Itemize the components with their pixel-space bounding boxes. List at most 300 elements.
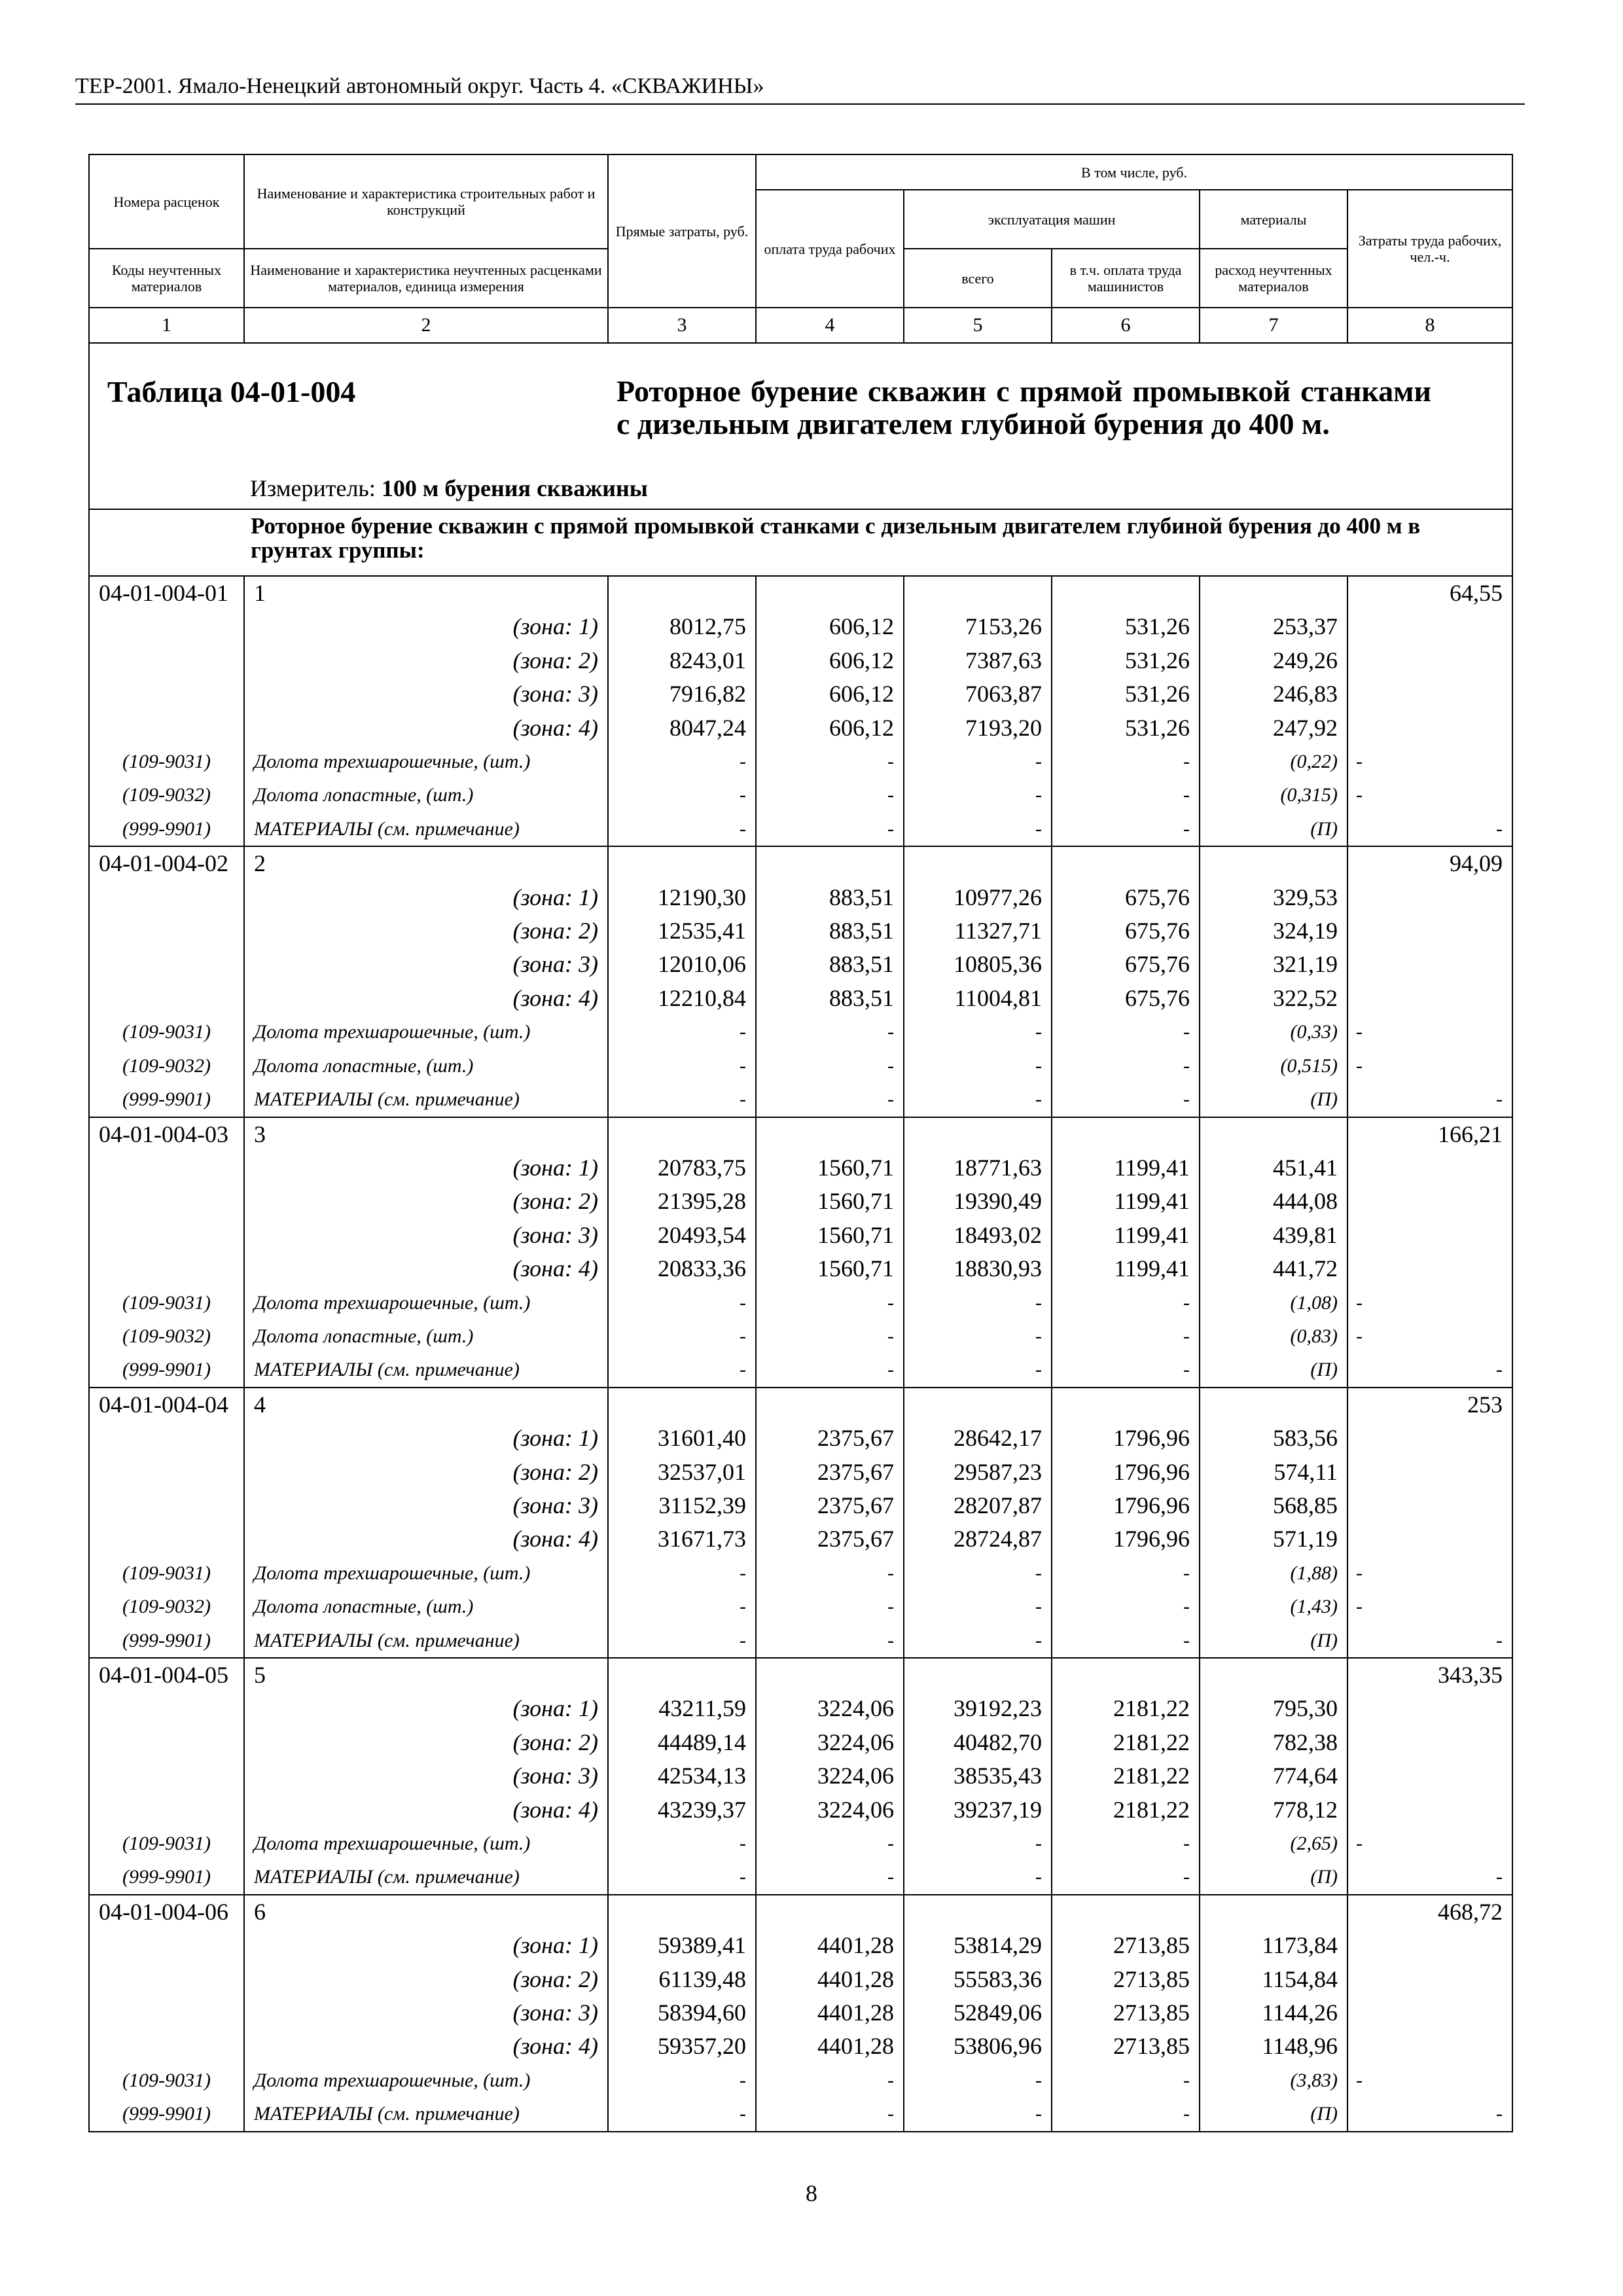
wage-cost: 2375,67 — [756, 1522, 904, 1556]
direct-cost: 31601,40 — [608, 1422, 756, 1455]
zone-label: (зона: 3) — [244, 1489, 608, 1522]
rate-code: 04-01-004-06 — [89, 1895, 244, 1929]
material-code: (109-9031) — [89, 1556, 244, 1590]
empty-cell — [89, 1522, 244, 1556]
material-qty: (2,65) — [1200, 1827, 1347, 1860]
material-code: (109-9031) — [89, 745, 244, 778]
zone-label: (зона: 3) — [244, 1219, 608, 1252]
header-work-name: Наименование и характеристика строительных работ и конструкций — [244, 154, 608, 249]
material-labor: - — [1347, 1015, 1512, 1049]
dash-cell: - — [608, 778, 756, 812]
direct-cost: 21395,28 — [608, 1185, 756, 1218]
dash-cell: - — [1052, 1286, 1200, 1319]
machinist-wage: 2713,85 — [1052, 2030, 1200, 2063]
dash-cell: - — [608, 1590, 756, 1623]
machinist-wage: 1796,96 — [1052, 1456, 1200, 1489]
wage-cost: 2375,67 — [756, 1489, 904, 1522]
rate-labor-cost: 64,55 — [1347, 576, 1512, 610]
machinist-wage: 1199,41 — [1052, 1185, 1200, 1218]
empty-cell — [1347, 610, 1512, 643]
material-qty: (1,08) — [1200, 1286, 1347, 1319]
dash-cell: - — [904, 812, 1052, 846]
dash-cell: - — [1052, 1624, 1200, 1658]
empty-cell — [1052, 846, 1200, 880]
wage-cost: 4401,28 — [756, 1929, 904, 1962]
rate-row — [89, 576, 1512, 610]
direct-cost: 12210,84 — [608, 982, 756, 1015]
empty-cell — [89, 1252, 244, 1285]
rate-labor-cost: 343,35 — [1347, 1658, 1512, 1692]
empty-cell — [1347, 948, 1512, 981]
empty-cell — [1347, 1422, 1512, 1455]
empty-cell — [1347, 1151, 1512, 1185]
material-name: МАТЕРИАЛЫ (см. примечание) — [244, 812, 608, 846]
zone-row — [89, 1151, 1512, 1185]
header-row-1 — [89, 154, 1512, 190]
empty-cell — [89, 1489, 244, 1522]
zone-row — [89, 711, 1512, 745]
dash-cell: - — [756, 1556, 904, 1590]
material-row — [89, 1860, 1512, 1894]
zone-label: (зона: 3) — [244, 948, 608, 981]
empty-cell — [608, 1388, 756, 1422]
empty-cell — [1347, 914, 1512, 948]
material-labor: - — [1347, 1624, 1512, 1658]
machine-cost: 29587,23 — [904, 1456, 1052, 1489]
material-cost: 321,19 — [1200, 948, 1347, 981]
material-code: (109-9032) — [89, 1049, 244, 1083]
material-qty: (1,88) — [1200, 1556, 1347, 1590]
dash-cell: - — [1052, 1827, 1200, 1860]
zone-row — [89, 1759, 1512, 1793]
zone-row — [89, 1252, 1512, 1285]
material-cost: 1173,84 — [1200, 1929, 1347, 1962]
material-labor: - — [1347, 778, 1512, 812]
dash-cell: - — [756, 1049, 904, 1083]
dash-cell: - — [904, 1319, 1052, 1353]
rate-labor-cost: 94,09 — [1347, 846, 1512, 880]
header-rate-number: Номера расценок — [89, 154, 244, 249]
material-code: (999-9901) — [89, 1353, 244, 1387]
material-cost: 568,85 — [1200, 1489, 1347, 1522]
wage-cost: 2375,67 — [756, 1422, 904, 1455]
material-code: (109-9032) — [89, 1590, 244, 1623]
rate-soil-group: 1 — [244, 576, 608, 610]
machinist-wage: 675,76 — [1052, 948, 1200, 981]
wage-cost: 3224,06 — [756, 1793, 904, 1827]
zone-row — [89, 1996, 1512, 2030]
column-number-row — [89, 308, 1512, 343]
material-row — [89, 1083, 1512, 1117]
material-name: МАТЕРИАЛЫ (см. примечание) — [244, 1083, 608, 1117]
wage-cost: 4401,28 — [756, 1963, 904, 1996]
empty-cell — [608, 576, 756, 610]
material-qty: (0,315) — [1200, 778, 1347, 812]
rate-code: 04-01-004-03 — [89, 1117, 244, 1151]
empty-cell — [1347, 1456, 1512, 1489]
zone-label: (зона: 3) — [244, 1996, 608, 2030]
wage-cost: 883,51 — [756, 881, 904, 914]
dash-cell: - — [756, 778, 904, 812]
dash-cell: - — [608, 1286, 756, 1319]
direct-cost: 20833,36 — [608, 1252, 756, 1285]
header-material-usage: расход неучтенных материалов — [1200, 249, 1347, 308]
machinist-wage: 2181,22 — [1052, 1726, 1200, 1759]
dash-cell: - — [608, 1556, 756, 1590]
machinist-wage: 2713,85 — [1052, 1929, 1200, 1962]
machine-cost: 10977,26 — [904, 881, 1052, 914]
dash-cell: - — [608, 2064, 756, 2097]
wage-cost: 1560,71 — [756, 1219, 904, 1252]
wage-cost: 1560,71 — [756, 1151, 904, 1185]
machinist-wage: 2181,22 — [1052, 1759, 1200, 1793]
empty-cell — [1347, 644, 1512, 677]
material-code: (109-9031) — [89, 1015, 244, 1049]
zone-label: (зона: 2) — [244, 1963, 608, 1996]
wage-cost: 2375,67 — [756, 1456, 904, 1489]
material-code: (999-9901) — [89, 812, 244, 846]
machinist-wage: 675,76 — [1052, 914, 1200, 948]
zone-label: (зона: 2) — [244, 644, 608, 677]
direct-cost: 12010,06 — [608, 948, 756, 981]
empty-cell — [89, 677, 244, 711]
machine-cost: 40482,70 — [904, 1726, 1052, 1759]
dash-cell: - — [608, 812, 756, 846]
material-code: (109-9031) — [89, 1827, 244, 1860]
material-labor: - — [1347, 745, 1512, 778]
empty-cell — [608, 1895, 756, 1929]
dash-cell: - — [1052, 745, 1200, 778]
machinist-wage: 531,26 — [1052, 677, 1200, 711]
material-row — [89, 1286, 1512, 1319]
zone-row — [89, 1422, 1512, 1455]
dash-cell: - — [1052, 812, 1200, 846]
zone-row — [89, 1929, 1512, 1962]
table-title-block — [89, 343, 1512, 509]
material-qty: (П) — [1200, 1860, 1347, 1894]
empty-cell — [904, 576, 1052, 610]
empty-cell — [89, 610, 244, 643]
empty-cell — [1347, 1185, 1512, 1218]
column-number: 7 — [1200, 308, 1347, 343]
machine-cost: 7153,26 — [904, 610, 1052, 643]
empty-cell — [89, 1793, 244, 1827]
dash-cell: - — [608, 1015, 756, 1049]
material-labor: - — [1347, 1286, 1512, 1319]
dash-cell: - — [608, 745, 756, 778]
material-labor: - — [1347, 1556, 1512, 1590]
material-labor: - — [1347, 2097, 1512, 2131]
empty-cell — [1347, 711, 1512, 745]
material-name: Долота трехшарошечные, (шт.) — [244, 745, 608, 778]
material-name: МАТЕРИАЛЫ (см. примечание) — [244, 1624, 608, 1658]
material-cost: 574,11 — [1200, 1456, 1347, 1489]
empty-cell — [1052, 1117, 1200, 1151]
material-name: Долота трехшарошечные, (шт.) — [244, 1286, 608, 1319]
machine-cost: 18830,93 — [904, 1252, 1052, 1285]
dash-cell: - — [608, 1860, 756, 1894]
empty-cell — [904, 846, 1052, 880]
material-cost: 439,81 — [1200, 1219, 1347, 1252]
empty-cell — [1200, 1388, 1347, 1422]
material-code: (109-9031) — [89, 2064, 244, 2097]
material-labor: - — [1347, 812, 1512, 846]
dash-cell: - — [904, 1353, 1052, 1387]
empty-cell — [1347, 982, 1512, 1015]
wage-cost: 606,12 — [756, 711, 904, 745]
zone-row — [89, 1489, 1512, 1522]
material-name: МАТЕРИАЛЫ (см. примечание) — [244, 1353, 608, 1387]
zone-row — [89, 1522, 1512, 1556]
wage-cost: 3224,06 — [756, 1692, 904, 1725]
empty-cell — [1200, 576, 1347, 610]
machinist-wage: 1199,41 — [1052, 1151, 1200, 1185]
material-row — [89, 2064, 1512, 2097]
wage-cost: 4401,28 — [756, 2030, 904, 2063]
header-machines-total: всего — [904, 249, 1052, 308]
material-row — [89, 1319, 1512, 1353]
zone-label: (зона: 2) — [244, 1456, 608, 1489]
column-number: 8 — [1347, 308, 1512, 343]
zone-label: (зона: 1) — [244, 1929, 608, 1962]
empty-cell — [89, 1185, 244, 1218]
dash-cell: - — [904, 1286, 1052, 1319]
machinist-wage: 675,76 — [1052, 982, 1200, 1015]
material-qty: (0,83) — [1200, 1319, 1347, 1353]
dash-cell: - — [1052, 2097, 1200, 2131]
zone-row — [89, 1456, 1512, 1489]
zone-row — [89, 1185, 1512, 1218]
wage-cost: 4401,28 — [756, 1996, 904, 2030]
material-qty: (П) — [1200, 1083, 1347, 1117]
material-cost: 1144,26 — [1200, 1996, 1347, 2030]
direct-cost: 8012,75 — [608, 610, 756, 643]
material-code: (109-9031) — [89, 1286, 244, 1319]
zone-row — [89, 2030, 1512, 2063]
material-code: (999-9901) — [89, 1624, 244, 1658]
zone-label: (зона: 4) — [244, 711, 608, 745]
machine-cost: 39237,19 — [904, 1793, 1052, 1827]
machine-cost: 39192,23 — [904, 1692, 1052, 1725]
material-cost: 774,64 — [1200, 1759, 1347, 1793]
dash-cell: - — [904, 1827, 1052, 1860]
empty-cell — [1347, 1793, 1512, 1827]
zone-label: (зона: 1) — [244, 881, 608, 914]
header-machinist-wage: в т.ч. оплата труда машинистов — [1052, 249, 1200, 308]
empty-cell — [1347, 1252, 1512, 1285]
wage-cost: 606,12 — [756, 677, 904, 711]
machinist-wage: 531,26 — [1052, 644, 1200, 677]
header-machines: эксплуатация машин — [904, 190, 1200, 249]
material-row — [89, 812, 1512, 846]
rate-row — [89, 1117, 1512, 1151]
zone-row — [89, 677, 1512, 711]
material-qty: (0,33) — [1200, 1015, 1347, 1049]
empty-cell — [904, 1895, 1052, 1929]
machinist-wage: 2181,22 — [1052, 1692, 1200, 1725]
dash-cell: - — [904, 745, 1052, 778]
dash-cell: - — [904, 2097, 1052, 2131]
wage-cost: 606,12 — [756, 610, 904, 643]
material-qty: (П) — [1200, 812, 1347, 846]
empty-cell — [756, 1658, 904, 1692]
column-number: 3 — [608, 308, 756, 343]
table-title-row — [89, 343, 1512, 509]
empty-cell — [89, 1759, 244, 1793]
material-labor: - — [1347, 1827, 1512, 1860]
material-cost: 322,52 — [1200, 982, 1347, 1015]
empty-cell — [756, 846, 904, 880]
page-number: 8 — [806, 2180, 817, 2206]
empty-cell — [89, 1692, 244, 1725]
empty-cell — [756, 1388, 904, 1422]
dash-cell: - — [756, 1624, 904, 1658]
material-code: (109-9032) — [89, 1319, 244, 1353]
zone-row — [89, 1726, 1512, 1759]
zone-label: (зона: 4) — [244, 1252, 608, 1285]
machinist-wage: 1199,41 — [1052, 1252, 1200, 1285]
wage-cost: 883,51 — [756, 982, 904, 1015]
machine-cost: 18493,02 — [904, 1219, 1052, 1252]
dash-cell: - — [608, 2097, 756, 2131]
direct-cost: 8047,24 — [608, 711, 756, 745]
dash-cell: - — [756, 1015, 904, 1049]
rate-soil-group: 4 — [244, 1388, 608, 1422]
material-labor: - — [1347, 1049, 1512, 1083]
material-row — [89, 1590, 1512, 1623]
material-name: Долота лопастные, (шт.) — [244, 778, 608, 812]
dash-cell: - — [904, 1624, 1052, 1658]
material-qty: (0,22) — [1200, 745, 1347, 778]
material-row — [89, 1353, 1512, 1387]
material-row — [89, 1624, 1512, 1658]
rate-row — [89, 846, 1512, 880]
dash-cell: - — [904, 1049, 1052, 1083]
zone-row — [89, 982, 1512, 1015]
zone-label: (зона: 4) — [244, 982, 608, 1015]
empty-cell — [1052, 576, 1200, 610]
material-qty: (П) — [1200, 1353, 1347, 1387]
direct-cost: 59389,41 — [608, 1929, 756, 1962]
material-cost: 249,26 — [1200, 644, 1347, 677]
material-cost: 441,72 — [1200, 1252, 1347, 1285]
direct-cost: 43211,59 — [608, 1692, 756, 1725]
empty-cell — [1200, 1658, 1347, 1692]
machine-cost: 11004,81 — [904, 982, 1052, 1015]
dash-cell: - — [1052, 1049, 1200, 1083]
wage-cost: 1560,71 — [756, 1185, 904, 1218]
machinist-wage: 1796,96 — [1052, 1489, 1200, 1522]
direct-cost: 61139,48 — [608, 1963, 756, 1996]
empty-cell — [89, 948, 244, 981]
table-label: Таблица 04-01-004 — [107, 375, 356, 408]
dash-cell: - — [608, 1353, 756, 1387]
empty-cell — [1347, 1929, 1512, 1962]
dash-cell: - — [1052, 1860, 1200, 1894]
zone-label: (зона: 3) — [244, 1759, 608, 1793]
material-cost: 451,41 — [1200, 1151, 1347, 1185]
empty-cell — [1347, 2030, 1512, 2063]
material-labor: - — [1347, 1083, 1512, 1117]
material-cost: 324,19 — [1200, 914, 1347, 948]
empty-cell — [904, 1117, 1052, 1151]
machine-cost: 7387,63 — [904, 644, 1052, 677]
material-row — [89, 778, 1512, 812]
material-cost: 1148,96 — [1200, 2030, 1347, 2063]
zone-row — [89, 1963, 1512, 1996]
rate-code: 04-01-004-04 — [89, 1388, 244, 1422]
machine-cost: 52849,06 — [904, 1996, 1052, 2030]
empty-cell — [89, 1422, 244, 1455]
zone-row — [89, 1793, 1512, 1827]
zone-label: (зона: 1) — [244, 610, 608, 643]
empty-cell — [89, 881, 244, 914]
zone-row — [89, 1692, 1512, 1725]
header-wage: оплата труда рабочих — [756, 190, 904, 308]
zone-label: (зона: 4) — [244, 2030, 608, 2063]
dash-cell: - — [756, 1083, 904, 1117]
dash-cell: - — [756, 1860, 904, 1894]
direct-cost: 20783,75 — [608, 1151, 756, 1185]
dash-cell: - — [1052, 2064, 1200, 2097]
material-row — [89, 1827, 1512, 1860]
direct-cost: 42534,13 — [608, 1759, 756, 1793]
machinist-wage: 531,26 — [1052, 711, 1200, 745]
direct-cost: 44489,14 — [608, 1726, 756, 1759]
empty-cell — [756, 1895, 904, 1929]
material-name: МАТЕРИАЛЫ (см. примечание) — [244, 2097, 608, 2131]
empty-cell — [904, 1388, 1052, 1422]
material-name: Долота трехшарошечные, (шт.) — [244, 2064, 608, 2097]
zone-row — [89, 610, 1512, 643]
dash-cell: - — [756, 2097, 904, 2131]
empty-cell — [1347, 1963, 1512, 1996]
machine-cost: 28724,87 — [904, 1522, 1052, 1556]
dash-cell: - — [756, 1353, 904, 1387]
dash-cell: - — [756, 1827, 904, 1860]
direct-cost: 7916,82 — [608, 677, 756, 711]
dash-cell: - — [1052, 778, 1200, 812]
rate-row — [89, 1658, 1512, 1692]
empty-cell — [1052, 1895, 1200, 1929]
machine-cost: 53814,29 — [904, 1929, 1052, 1962]
dash-cell: - — [1052, 1590, 1200, 1623]
material-code: (999-9901) — [89, 1083, 244, 1117]
dash-cell: - — [1052, 1319, 1200, 1353]
material-row — [89, 1049, 1512, 1083]
dash-cell: - — [904, 1015, 1052, 1049]
zone-label: (зона: 1) — [244, 1692, 608, 1725]
material-qty: (0,515) — [1200, 1049, 1347, 1083]
zone-row — [89, 881, 1512, 914]
column-number: 1 — [89, 308, 244, 343]
material-name: Долота лопастные, (шт.) — [244, 1590, 608, 1623]
rate-soil-group: 3 — [244, 1117, 608, 1151]
material-row — [89, 745, 1512, 778]
group-title-row — [89, 509, 1512, 576]
material-cost: 778,12 — [1200, 1793, 1347, 1827]
machine-cost: 19390,49 — [904, 1185, 1052, 1218]
machinist-wage: 1796,96 — [1052, 1522, 1200, 1556]
rate-code: 04-01-004-01 — [89, 576, 244, 610]
direct-cost: 31152,39 — [608, 1489, 756, 1522]
empty-cell — [608, 846, 756, 880]
dash-cell: - — [904, 778, 1052, 812]
rate-row — [89, 1388, 1512, 1422]
material-name: Долота трехшарошечные, (шт.) — [244, 1556, 608, 1590]
wage-cost: 883,51 — [756, 914, 904, 948]
zone-label: (зона: 2) — [244, 1726, 608, 1759]
